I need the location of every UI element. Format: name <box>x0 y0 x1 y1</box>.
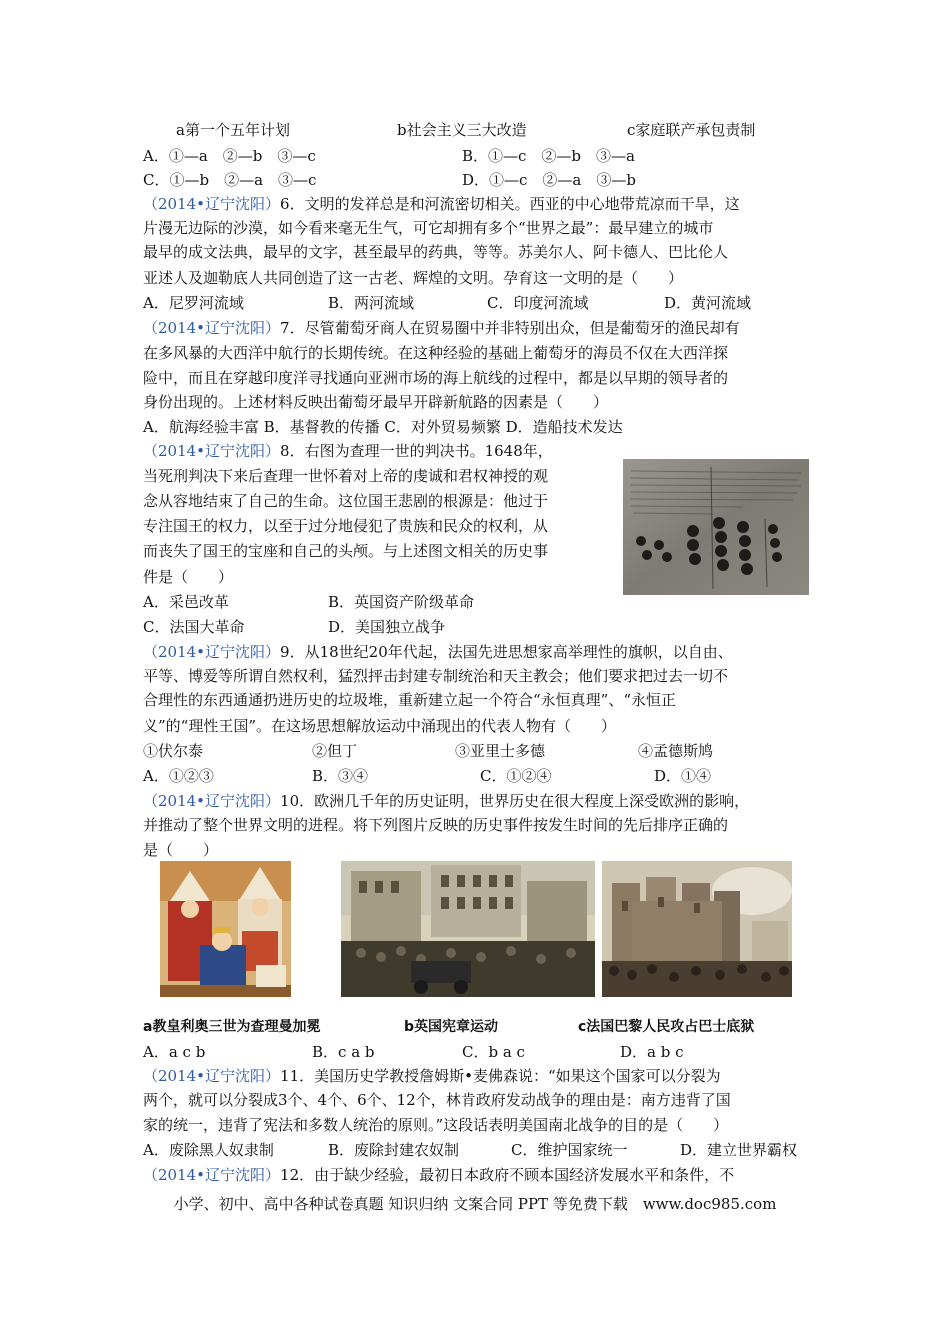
q7-line-3: 险中，而且在穿越印度洋寻找通向亚洲市场的海上航线的过程中，都是以早期的领导者的 <box>143 369 729 387</box>
q8-option-a: A．采邑改革 <box>143 593 229 611</box>
q8-option-b: B．英国资产阶级革命 <box>328 593 475 611</box>
q8-source: （2014•辽宁沈阳） <box>143 442 281 460</box>
q8-line-3: 念从容地结束了自己的生命。这位国王悲剧的根源是：他过于 <box>143 492 549 510</box>
q9-line-2: 平等、博爱等所谓自然权利，猛烈抨击封建专制统治和天主教会；他们要求把过去一切不 <box>143 667 729 685</box>
q9-option-b: B．③④ <box>312 767 369 785</box>
q6-source: （2014•辽宁沈阳） <box>143 195 281 213</box>
q8-line-1: （2014•辽宁沈阳）8．右图为查理一世的判决书。1648年， <box>143 442 553 460</box>
q5-item-c: c家庭联产承包责制 <box>627 121 756 139</box>
q11-option-c: C．维护国家统一 <box>511 1141 628 1159</box>
q11-line-3: 家的统一，违背了宪法和多数人统治的原则。”这段话表明美国南北战争的目的是（ ） <box>143 1116 729 1134</box>
q8-option-d: D．美国独立战争 <box>328 618 446 636</box>
q9-item-4: ④孟德斯鸠 <box>638 742 714 760</box>
q9-item-2: ②但丁 <box>312 742 358 760</box>
bastille-image <box>602 861 792 997</box>
q7-line-1: （2014•辽宁沈阳）7．尽管葡萄牙商人在贸易圈中并非特别出众，但是葡萄牙的渔民却有 <box>143 319 740 337</box>
q11-option-b: B．废除封建农奴制 <box>328 1141 460 1159</box>
chartism-image <box>341 861 595 997</box>
q5-option-c: C．①—b ②—a ③—c <box>143 171 317 189</box>
q9-line-1: （2014•辽宁沈阳）9．从18世纪20年代起，法国先进思想家高举理性的旗帜，以自由、 <box>143 643 733 661</box>
q6-option-b: B．两河流域 <box>328 294 415 312</box>
q9-option-d: D．①④ <box>654 767 712 785</box>
q5-item-b: b社会主义三大改造 <box>397 121 527 139</box>
q11-line-1: （2014•辽宁沈阳）11．美国历史学教授詹姆斯•麦佛森说：“如果这个国家可以分裂为 <box>143 1067 721 1085</box>
q5-option-a: A．①—a ②—b ③—c <box>143 147 316 165</box>
q11-option-d: D．建立世界霸权 <box>680 1141 798 1159</box>
q8-line-5: 而丧失了国王的宝座和自己的头颅。与上述图文相关的历史事 <box>143 542 549 560</box>
q8-line-4: 专注国王的权力，以至于过分地侵犯了贵族和民众的权利，从 <box>143 517 549 535</box>
q6-option-a: A．尼罗河流域 <box>143 294 244 312</box>
q10-caption-a: a教皇利奥三世为查理曼加冕 <box>143 1019 321 1035</box>
q10-option-a: A．a c b <box>143 1043 206 1061</box>
q10-source: （2014•辽宁沈阳） <box>143 792 281 810</box>
q10-caption-c: c法国巴黎人民攻占巴士底狱 <box>578 1019 755 1035</box>
q5-option-b: B．①—c ②—b ③—a <box>462 147 635 165</box>
q7-line-2: 在多风暴的大西洋中航行的长期传统。在这种经验的基础上葡萄牙的海员不仅在大西洋探 <box>143 344 729 362</box>
q6-option-d: D．黄河流域 <box>664 294 752 312</box>
q9-source: （2014•辽宁沈阳） <box>143 643 281 661</box>
coronation-image <box>160 861 291 997</box>
q6-line-3: 最早的成文法典，最早的文字，甚至最早的药典，等等。苏美尔人、阿卡德人、巴比伦人 <box>143 243 729 261</box>
q10-line-3: 是（ ） <box>143 841 219 859</box>
q11-source: （2014•辽宁沈阳） <box>143 1067 281 1085</box>
q11-line-2: 两个，就可以分裂成3个、4个、6个、12个，林肯政府发动战争的理由是：南方违背了国 <box>143 1091 731 1109</box>
q9-line-4: 义”的“理性王国”。在这场思想解放运动中涌现出的代表人物有（ ） <box>143 717 617 735</box>
q7-options: A．航海经验丰富 B．基督教的传播 C．对外贸易频繁 D．造船技术发达 <box>143 418 623 436</box>
q8-line-2: 当死刑判决下来后查理一世怀着对上帝的虔诚和君权神授的观 <box>143 467 549 485</box>
q9-option-c: C．①②④ <box>480 767 552 785</box>
q10-line-2: 并推动了整个世界文明的进程。将下列图片反映的历史事件按发生时间的先后排序正确的 <box>143 816 729 834</box>
q11-option-a: A．废除黑人奴隶制 <box>143 1141 274 1159</box>
q10-option-d: D．a b c <box>620 1043 684 1061</box>
q9-item-3: ③亚里士多德 <box>455 742 546 760</box>
q12-line-1: （2014•辽宁沈阳）12．由于缺少经验，最初日本政府不顾本国经济发展水平和条件，不 <box>143 1166 735 1184</box>
q8-line-6: 件是（ ） <box>143 568 234 586</box>
q10-option-c: C．b a c <box>462 1043 525 1061</box>
q10-option-b: B．c a b <box>312 1043 375 1061</box>
q7-line-4: 身份出现的。上述材料反映出葡萄牙最早开辟新航路的因素是（ ） <box>143 393 609 411</box>
q6-line-4: 亚述人及迦勒底人共同创造了这一古老、辉煌的文明。孕育这一文明的是（ ） <box>143 269 684 287</box>
q5-item-a: a第一个五年计划 <box>176 121 290 139</box>
page-footer: 小学、初中、高中各种试卷真题 知识归纳 文案合同 PPT 等免费下载 www.doc985.com <box>173 1195 777 1213</box>
q6-line-1: （2014•辽宁沈阳）6．文明的发祥总是和河流密切相关。西亚的中心地带荒凉而干旱，这 <box>143 195 740 213</box>
q9-item-1: ①伏尔泰 <box>143 742 204 760</box>
q6-line-2: 片漫无边际的沙漠，如今看来毫无生气，可它却拥有多个“世界之最”：最早建立的城市 <box>143 219 714 237</box>
q9-option-a: A．①②③ <box>143 767 214 785</box>
q10-caption-b: b英国宪章运动 <box>404 1019 499 1035</box>
q7-source: （2014•辽宁沈阳） <box>143 319 281 337</box>
q5-option-d: D．①—c ②—a ③—b <box>462 171 636 189</box>
q6-option-c: C．印度河流域 <box>487 294 589 312</box>
death-warrant-image <box>623 459 809 595</box>
q8-option-c: C．法国大革命 <box>143 618 245 636</box>
q10-line-1: （2014•辽宁沈阳）10．欧洲几千年的历史证明，世界历史在很大程度上深受欧洲的影响， <box>143 792 750 810</box>
q12-source: （2014•辽宁沈阳） <box>143 1166 281 1184</box>
q9-line-3: 合理性的东西通通扔进历史的垃圾堆，重新建立起一个符合“永恒真理”、“永恒正 <box>143 691 677 709</box>
